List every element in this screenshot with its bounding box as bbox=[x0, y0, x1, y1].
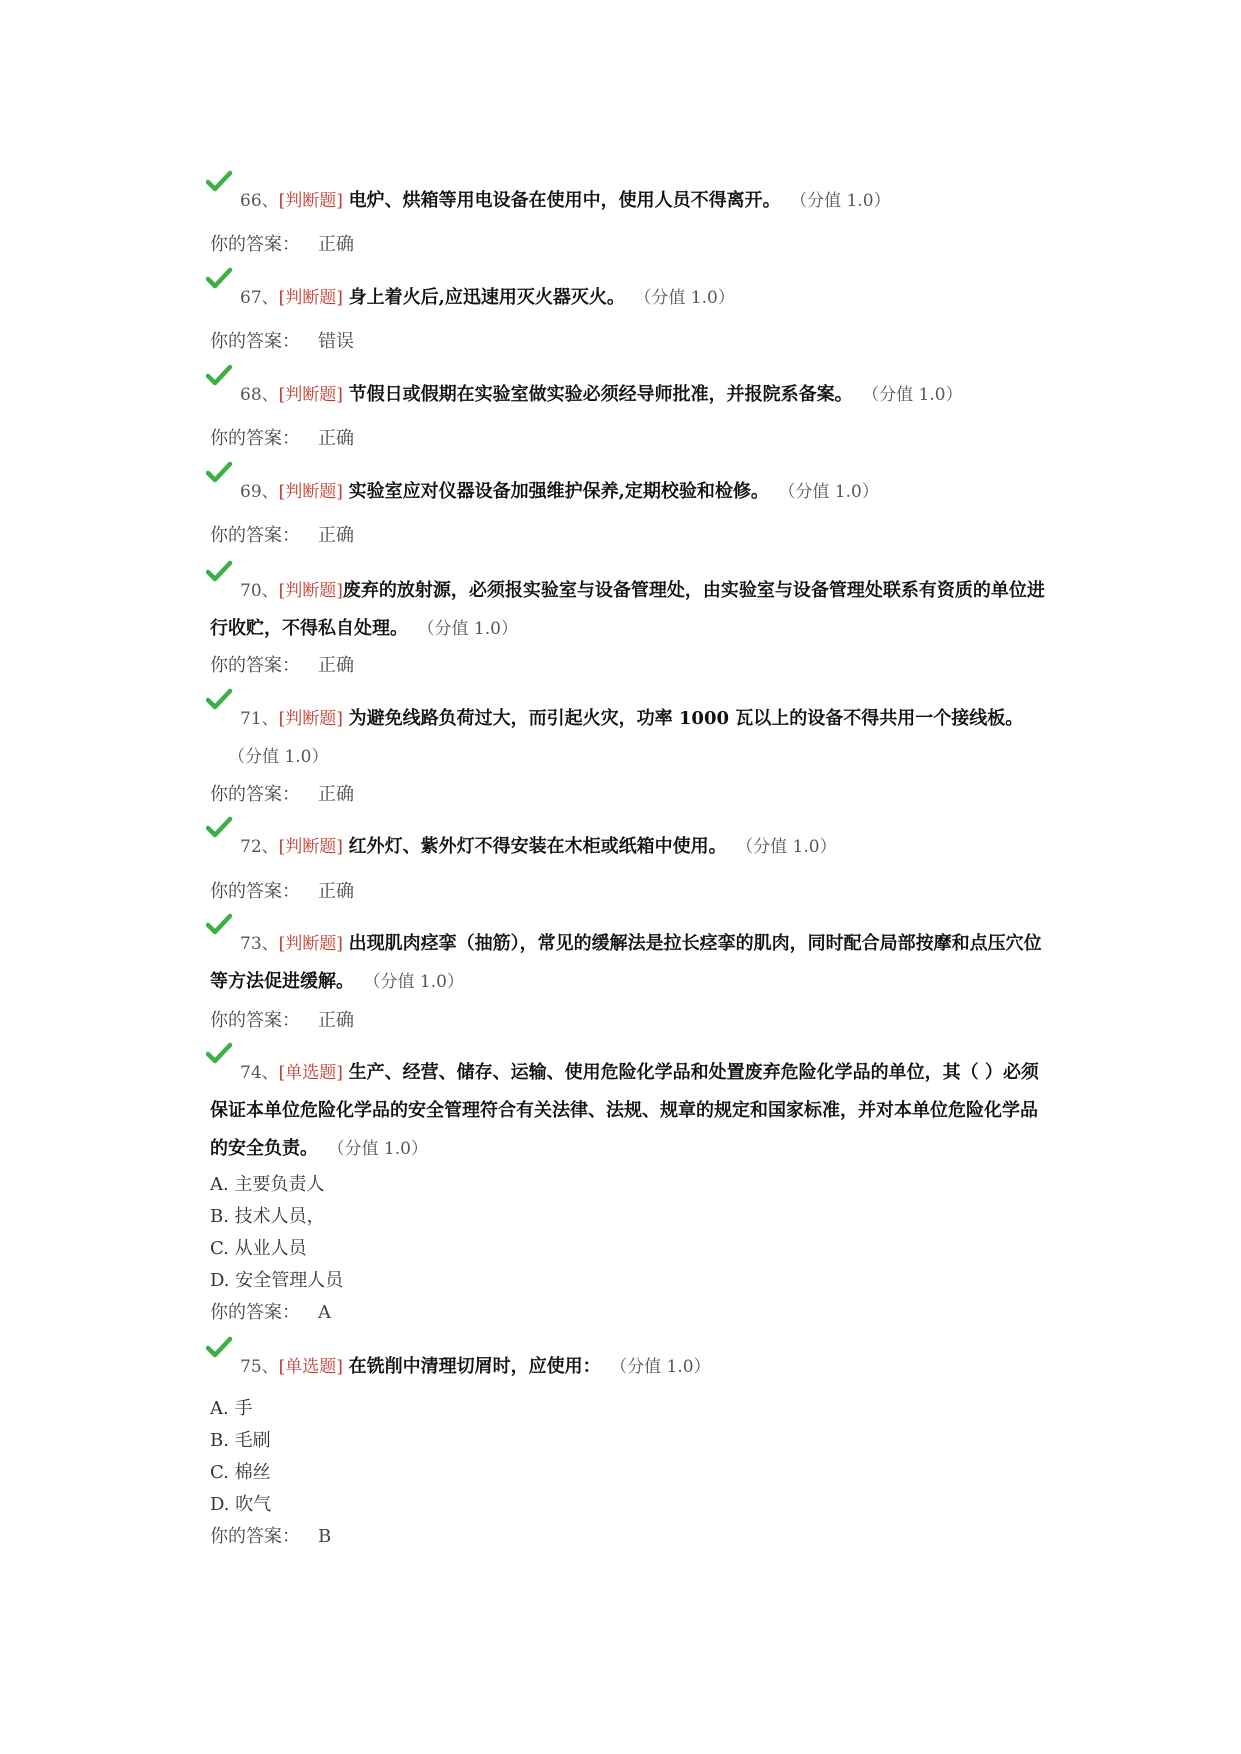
check-icon bbox=[206, 913, 232, 935]
answer-label: 你的答案： bbox=[210, 655, 300, 676]
check-icon bbox=[206, 170, 232, 192]
answer-label: 你的答案： bbox=[210, 881, 300, 902]
answer-value: 正确 bbox=[318, 655, 354, 676]
question-stem bbox=[210, 925, 1050, 1001]
check-icon bbox=[206, 267, 232, 289]
option-d: D. 安全管理人员 bbox=[210, 1270, 344, 1291]
answer-row-68 bbox=[210, 424, 354, 450]
check-icon bbox=[206, 1042, 232, 1064]
question-66 bbox=[210, 182, 1050, 220]
question-text: 在铣削中清理切屑时，应使用： bbox=[348, 1356, 601, 1377]
option-c: C. 棉丝 bbox=[210, 1462, 271, 1483]
question-stem bbox=[210, 1348, 1050, 1386]
question-score: （分值 1.0） bbox=[372, 972, 464, 992]
question-69 bbox=[210, 473, 1050, 511]
question-type: [单选题] bbox=[278, 1063, 343, 1083]
option-d: D. 吹气 bbox=[210, 1494, 272, 1515]
answer-label: 你的答案： bbox=[210, 1010, 300, 1031]
answer-value: 正确 bbox=[318, 525, 354, 546]
question-type: [判断题] bbox=[278, 191, 343, 211]
option-b: B. 技术人员， bbox=[210, 1206, 325, 1227]
question-score: （分值 1.0） bbox=[798, 191, 891, 211]
question-type: [判断题] bbox=[278, 288, 343, 308]
question-text: 废弃的放射源，必须报实验室与设备管理处，由实验室与设备管理处联系有资质的单位进行收贮，不得私自处理。 bbox=[210, 580, 1045, 639]
answer-value: 错误 bbox=[318, 331, 354, 352]
question-text: 红外灯、紫外灯不得安装在木柜或纸箱中使用。 bbox=[348, 836, 727, 857]
question-71 bbox=[210, 700, 1050, 776]
option-b: B. 毛刷 bbox=[210, 1430, 271, 1451]
option-c: C. 从业人员 bbox=[210, 1238, 307, 1259]
question-score: （分值 1.0） bbox=[786, 482, 879, 502]
answer-label: 你的答案： bbox=[210, 331, 300, 352]
question-70 bbox=[210, 572, 1050, 648]
question-score: （分值 1.0） bbox=[228, 747, 329, 767]
question-stem bbox=[210, 473, 1050, 511]
option-a: A. 主要负责人 bbox=[210, 1174, 325, 1195]
question-text: 节假日或假期在实验室做实验必须经导师批准，并报院系备案。 bbox=[348, 384, 853, 405]
question-type: [判断题] bbox=[278, 934, 343, 954]
check-icon bbox=[206, 560, 232, 582]
question-number: 68、 bbox=[240, 385, 279, 405]
question-text: 身上着火后,应迅速用灭火器灭火。 bbox=[348, 287, 625, 308]
answer-row-75 bbox=[210, 1522, 331, 1548]
question-number: 66、 bbox=[240, 191, 279, 211]
question-number: 70、 bbox=[240, 581, 279, 601]
question-73 bbox=[210, 925, 1050, 1001]
answer-row-74 bbox=[210, 1298, 331, 1324]
question-score: （分值 1.0） bbox=[870, 385, 963, 405]
check-icon bbox=[206, 1336, 232, 1358]
question-type: [判断题] bbox=[278, 482, 343, 502]
question-stem bbox=[210, 1054, 1050, 1168]
check-icon bbox=[206, 688, 232, 710]
check-icon bbox=[206, 364, 232, 386]
answer-value: B bbox=[318, 1526, 332, 1547]
question-stem bbox=[210, 572, 1050, 648]
answer-value: A bbox=[318, 1302, 331, 1323]
question-number: 69、 bbox=[240, 482, 279, 502]
answer-label: 你的答案： bbox=[210, 784, 300, 805]
question-type: [判断题] bbox=[278, 581, 343, 601]
question-stem bbox=[210, 182, 1050, 220]
answer-label: 你的答案： bbox=[210, 1526, 300, 1547]
answer-value: 正确 bbox=[318, 1010, 354, 1031]
answer-row-73 bbox=[210, 1006, 354, 1032]
answer-label: 你的答案： bbox=[210, 234, 300, 255]
question-type: [判断题] bbox=[278, 385, 343, 405]
answer-row-66 bbox=[210, 230, 354, 256]
question-stem bbox=[210, 828, 1050, 866]
question-type: [判断题] bbox=[278, 709, 343, 729]
question-67 bbox=[210, 279, 1050, 317]
check-icon bbox=[206, 816, 232, 838]
question-number: 75、 bbox=[240, 1357, 279, 1377]
question-score: （分值 1.0） bbox=[336, 1139, 428, 1159]
question-75 bbox=[210, 1348, 1050, 1386]
answer-row-67 bbox=[210, 327, 354, 353]
question-text: 出现肌肉痉挛（抽筋），常见的缓解法是拉长痉挛的肌肉，同时配合局部按摩和点压穴位等方法促进缓解。 bbox=[210, 933, 1042, 992]
question-number: 73、 bbox=[240, 934, 279, 954]
question-number: 74、 bbox=[240, 1063, 279, 1083]
question-text: 为避免线路负荷过大，而引起火灾，功率 1000 瓦以上的设备不得共用一个接线板。 bbox=[348, 708, 1024, 729]
check-icon bbox=[206, 461, 232, 483]
question-type: [单选题] bbox=[278, 1357, 343, 1377]
question-number: 72、 bbox=[240, 837, 279, 857]
question-score: （分值 1.0） bbox=[426, 619, 518, 639]
question-text: 生产、经营、储存、运输、使用危险化学品和处置废弃危险化学品的单位，其（ ）必须保证本单位危险化学品的安全管理符合有关法律、法规、规章的规定和国家标准，并对本单位危险化学品的安全负责。 bbox=[210, 1062, 1039, 1159]
question-text: 实验室应对仪器设备加强维护保养,定期校验和检修。 bbox=[348, 481, 769, 502]
answer-row-69 bbox=[210, 521, 354, 547]
question-type: [判断题] bbox=[278, 837, 343, 857]
answer-label: 你的答案： bbox=[210, 525, 300, 546]
question-stem bbox=[210, 700, 1050, 776]
answer-row-72 bbox=[210, 877, 354, 903]
question-68 bbox=[210, 376, 1050, 414]
question-74 bbox=[210, 1054, 1050, 1168]
question-stem bbox=[210, 376, 1050, 414]
question-text: 电炉、烘箱等用电设备在使用中，使用人员不得离开。 bbox=[348, 190, 781, 211]
question-stem bbox=[210, 279, 1050, 317]
option-a: A. 手 bbox=[210, 1398, 253, 1419]
answer-value: 正确 bbox=[318, 234, 354, 255]
question-score: （分值 1.0） bbox=[744, 837, 837, 857]
answer-label: 你的答案： bbox=[210, 428, 300, 449]
question-number: 71、 bbox=[240, 709, 279, 729]
answer-value: 正确 bbox=[318, 784, 354, 805]
answer-value: 正确 bbox=[318, 881, 354, 902]
question-72 bbox=[210, 828, 1050, 866]
answer-value: 正确 bbox=[318, 428, 354, 449]
answer-row-71 bbox=[210, 780, 354, 806]
question-number: 67、 bbox=[240, 288, 279, 308]
answer-row-70 bbox=[210, 651, 354, 677]
question-score: （分值 1.0） bbox=[642, 288, 735, 308]
answer-label: 你的答案： bbox=[210, 1302, 300, 1323]
question-score: （分值 1.0） bbox=[618, 1357, 711, 1377]
